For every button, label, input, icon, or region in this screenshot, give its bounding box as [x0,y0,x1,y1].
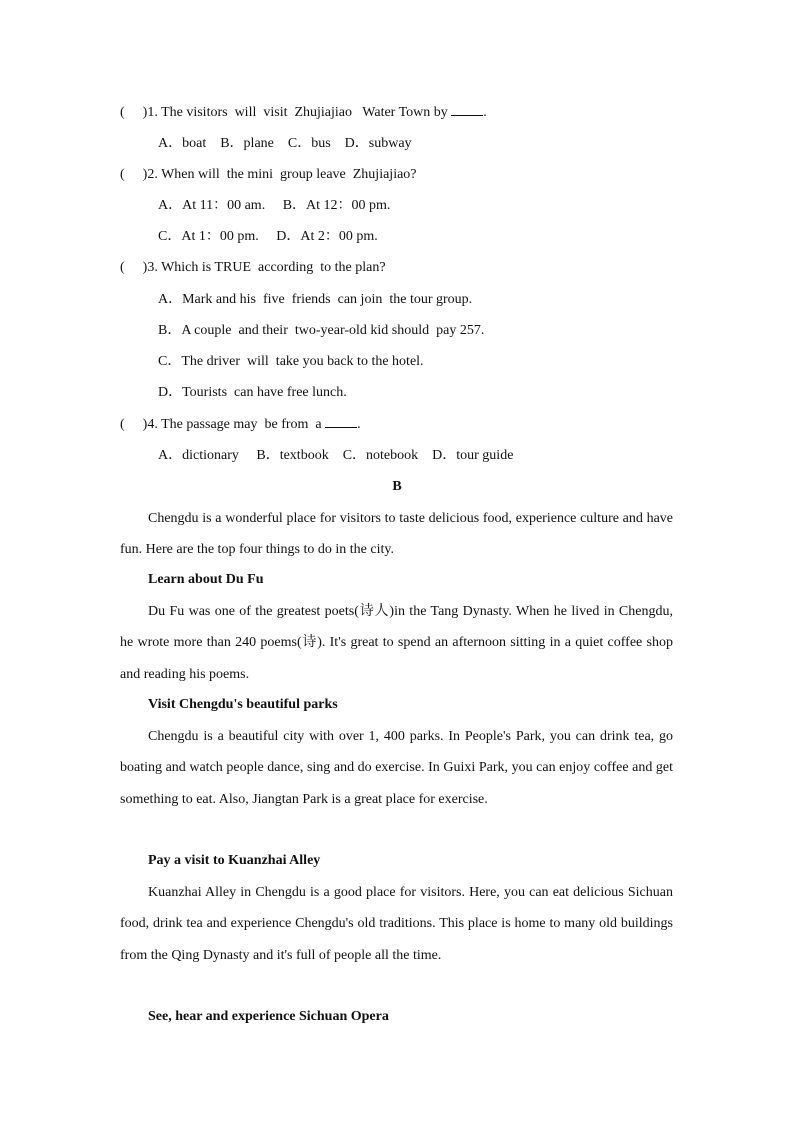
question-3-stem [120,259,386,277]
question-2-text: )2. When will the mini group leave Zhujiajiao? [142,167,417,182]
question-2-stem [120,166,417,184]
question-3-option-c: C．The driver will take you back to the hotel. [158,354,424,369]
question-1-options: A．boat B．plane C．bus D．subway [158,136,412,151]
section-heading-du-fu: Learn about Du Fu [148,572,264,587]
open-paren: ( [120,167,125,182]
intro-paragraph: Chengdu is a wonderful place for visitors to taste delicious food, experience culture and have fun. Here are the top four things to do in the city. [120,511,673,558]
section-text-kuanzhai: Kuanzhai Alley in Chengdu is a good place for visitors. Here, you can eat delicious Sichuan food, drink tea and experience Chengdu's old traditions. This place is home to many old buildings from the Qing Dynasty and it's full of people all the time. [120,885,673,963]
question-1-stem [120,103,487,122]
section-text-parks: Chengdu is a beautiful city with over 1, 400 parks. In People's Park, you can drink tea, go boating and watch people dance, sing and do exercise. In Guixi Park, you can enjoy coffee and get something to eat. Also, Jiangtan Park is a great place for exercise. [120,729,673,807]
answer-blank[interactable] [451,103,483,116]
section-heading-parks: Visit Chengdu's beautiful parks [148,697,338,712]
question-3-text: )3. Which is TRUE according to the plan? [142,260,386,275]
section-heading-kuanzhai: Pay a visit to Kuanzhai Alley [148,853,321,868]
question-3-option-d: D．Tourists can have free lunch. [158,385,347,400]
question-4-tail: . [357,417,361,432]
open-paren: ( [120,260,125,275]
open-paren: ( [120,105,125,120]
question-3-option-a: A．Mark and his five friends can join the tour group. [158,292,473,307]
section-b-label: B [392,479,402,494]
question-2-options-line-2: C．At 1：00 pm. D．At 2：00 pm. [158,229,378,244]
section-heading-opera: See, hear and experience Sichuan Opera [148,1009,389,1024]
question-3-option-b: B．A couple and their two-year-old kid should pay 257. [158,323,485,338]
question-4-text: )4. The passage may be from a [142,417,322,432]
question-4-options: A．dictionary B．textbook C．notebook D．tour guide [158,448,514,463]
question-1-tail: . [483,105,487,120]
section-text-du-fu: Du Fu was one of the greatest poets(诗人)in the Tang Dynasty. When he lived in Chengdu, he wrote more than 240 poems(诗). It's great to spend an afternoon sitting in a quiet coffee shop and reading his poems. [120,604,673,682]
question-1-text: )1. The visitors will visit Zhujiajiao Water Town by [142,105,448,120]
question-2-options-line-1: A．At 11：00 am. B．At 12：00 pm. [158,198,391,213]
answer-blank[interactable] [325,415,357,428]
question-4-stem [120,415,361,434]
open-paren: ( [120,417,125,432]
